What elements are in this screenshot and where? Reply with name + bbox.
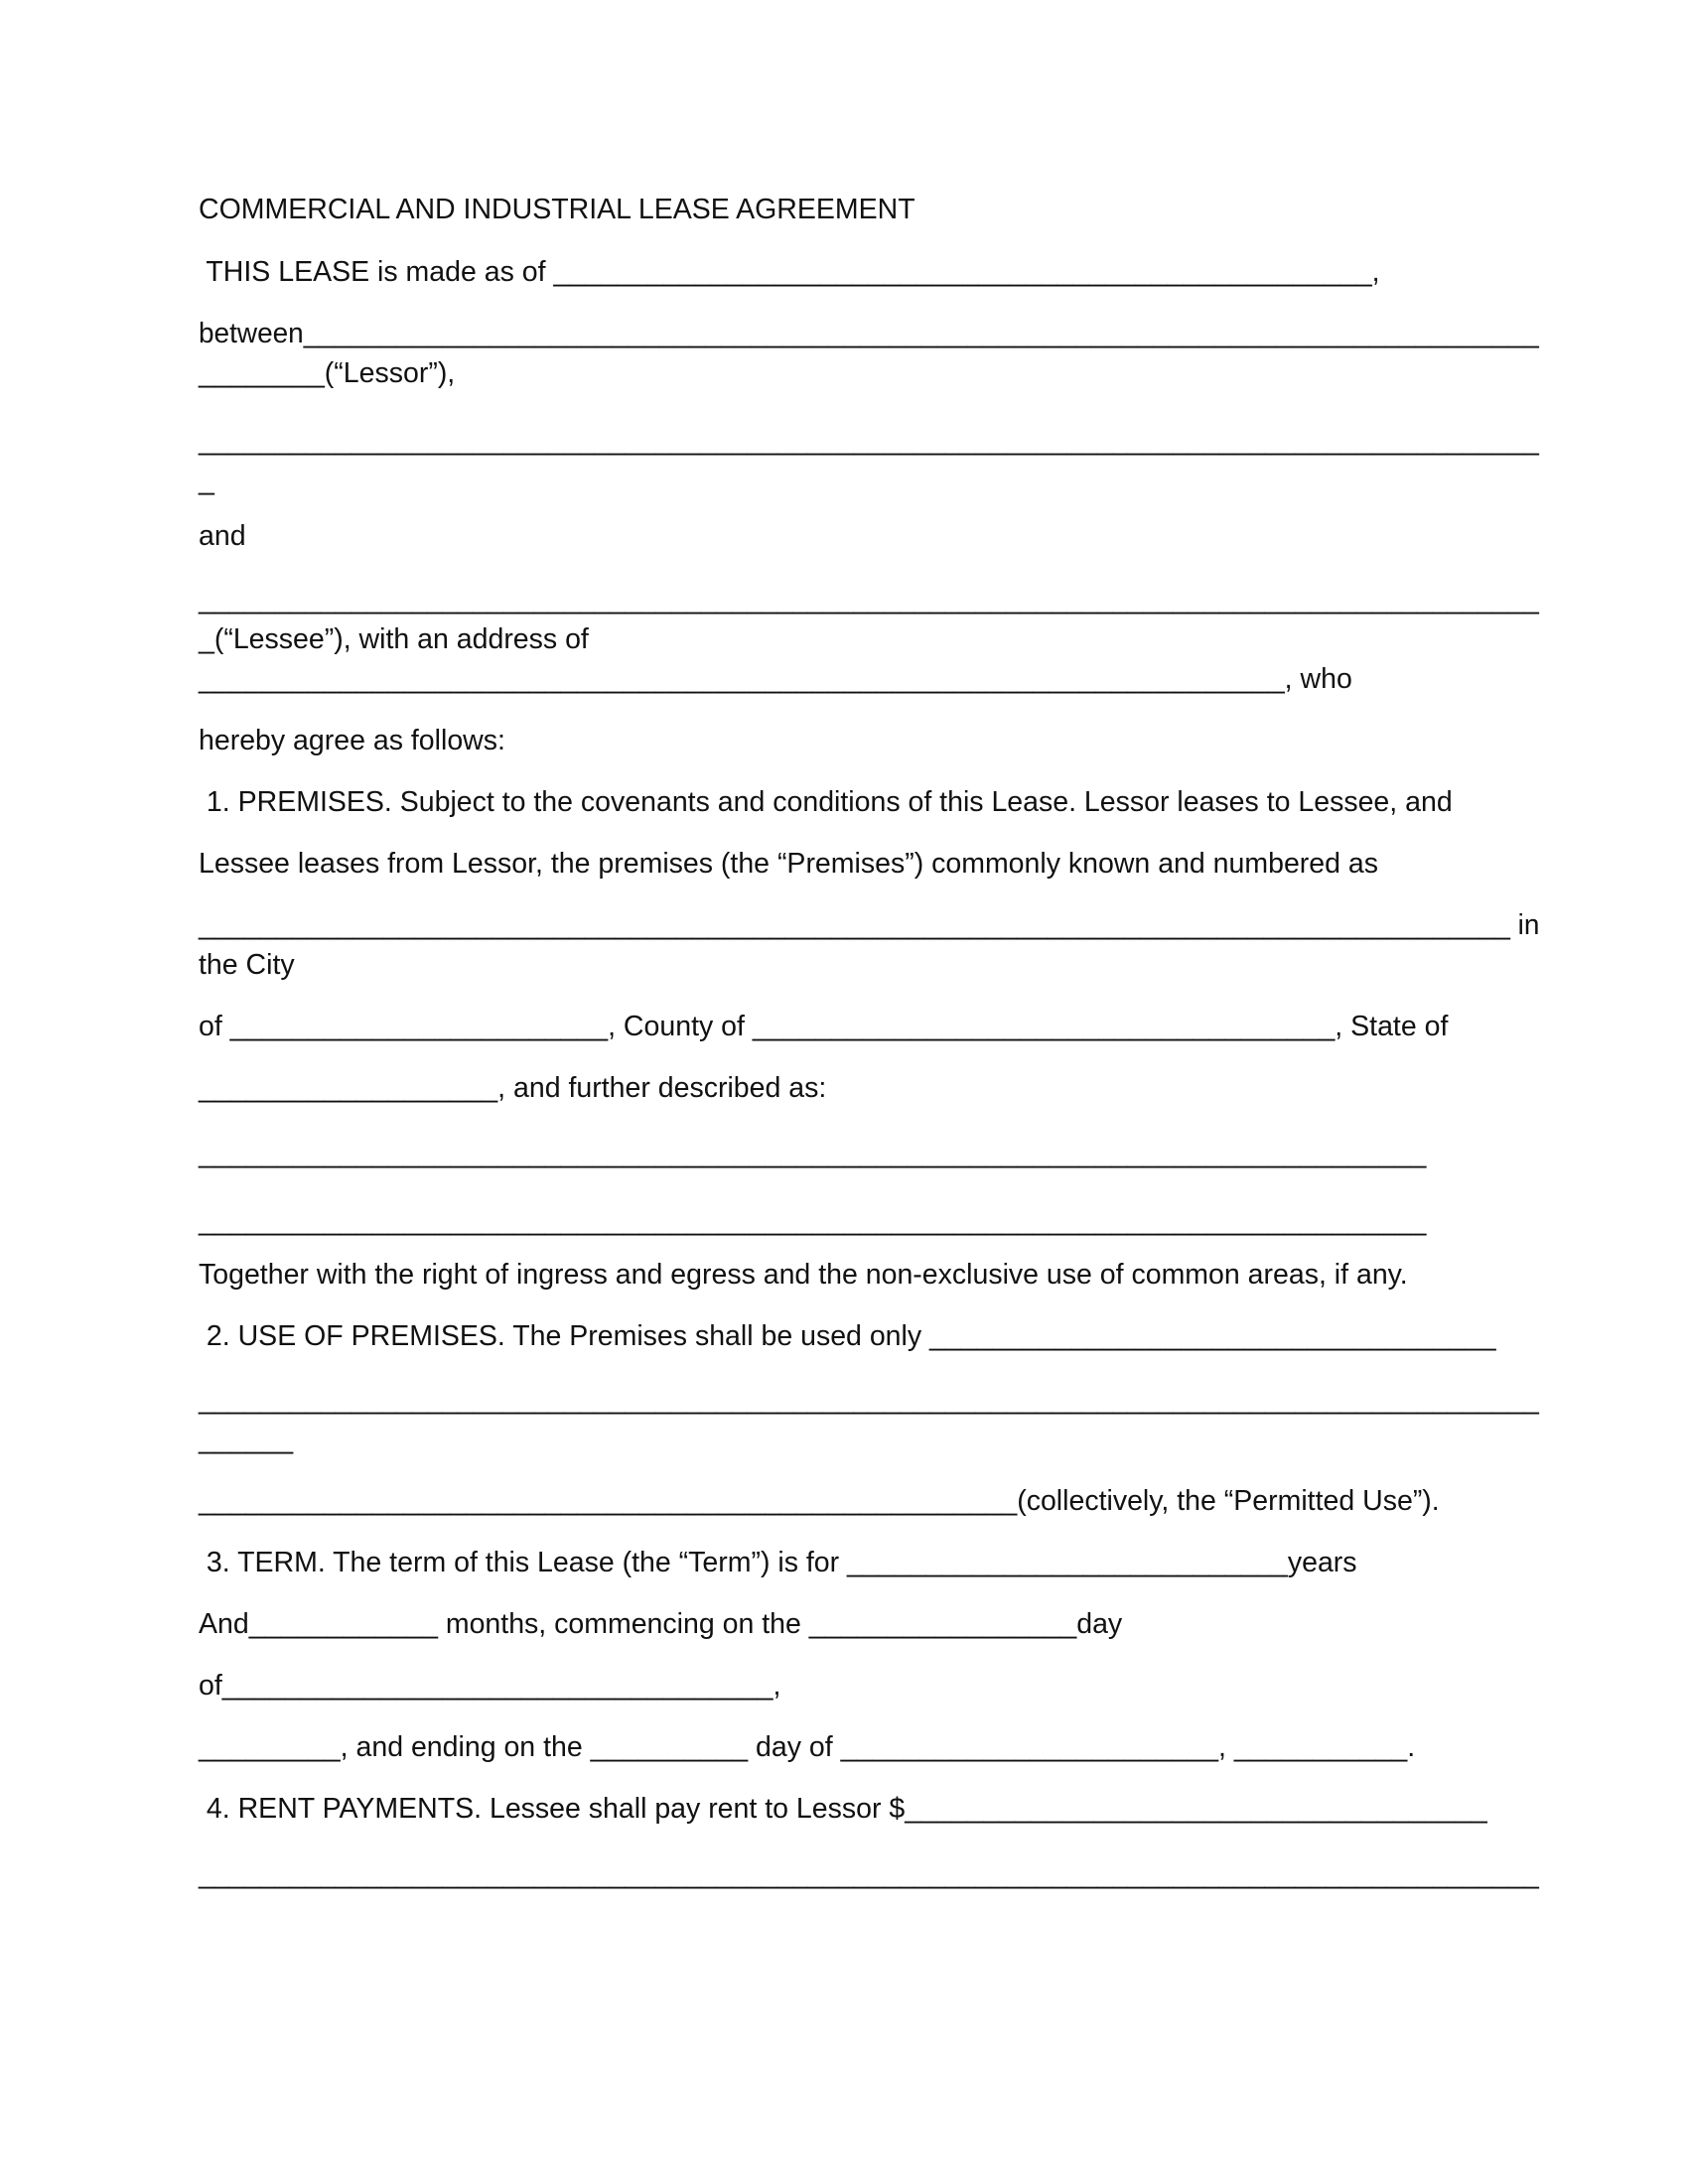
document-title: COMMERCIAL AND INDUSTRIAL LEASE AGREEMENT <box>199 194 915 225</box>
use-blank-continuation: ______ <box>199 1424 294 1455</box>
premises-clause-line-2: Lessee leases from Lessor, the premises (the “Premises”) commonly known and numbered as <box>199 848 1379 880</box>
described-as-line: ___________________, and further described as: <box>199 1072 827 1104</box>
lessee-line: _(“Lessee”), with an address of <box>199 623 589 655</box>
lessor-blank-line: ________________________________________________________________________________________ <box>199 425 1539 457</box>
term-ending-line: _________, and ending on the __________ day of ________________________, ___________. <box>199 1731 1416 1763</box>
lessor-line: ________(“Lessor”), <box>199 357 456 389</box>
agree-line: hereby agree as follows: <box>199 725 505 756</box>
lease-date-line: THIS LEASE is made as of ____________________________________________________, <box>199 256 1380 288</box>
address-line: _____________________________________________________________________, who <box>199 663 1352 695</box>
use-blank-line: ________________________________________________________________________________________ <box>199 1384 1539 1416</box>
and-line: and <box>199 520 246 552</box>
between-line: between________________________________________________________________________________ <box>199 318 1539 349</box>
term-line: 3. TERM. The term of this Lease (the “Term”) is for ____________________________years <box>199 1547 1357 1578</box>
term-commencing-of-line: of___________________________________, <box>199 1670 781 1702</box>
ingress-egress-line: Together with the right of ingress and egress and the non-exclusive use of common areas, if any. <box>199 1259 1408 1291</box>
term-months-line: And____________ months, commencing on the _________________day <box>199 1608 1123 1640</box>
premises-address-line: _____________________________________________________________________________________ in <box>199 909 1540 941</box>
city-county-state-line: of ________________________, County of _____________________________________, State of <box>199 1011 1449 1042</box>
rent-payments-line: 4. RENT PAYMENTS. Lessee shall pay rent to Lessor $_____________________________________ <box>199 1793 1487 1825</box>
permitted-use-line: ____________________________________________________(collectively, the “Permitted Use”). <box>199 1485 1440 1517</box>
use-of-premises-line: 2. USE OF PREMISES. The Premises shall be used only ____________________________________ <box>199 1320 1496 1352</box>
city-label-line: the City <box>199 949 295 981</box>
description-blank-line-2: ______________________________________________________________________________ <box>199 1205 1427 1237</box>
rent-blank-line: ________________________________________________________________________________________ <box>199 1858 1539 1890</box>
description-blank-line-1: ______________________________________________________________________________ <box>199 1138 1427 1169</box>
lessor-blank-continuation: _ <box>199 465 214 496</box>
lessee-blank-line: ________________________________________________________________________________________ <box>199 584 1539 615</box>
premises-clause-line-1: 1. PREMISES. Subject to the covenants and conditions of this Lease. Lessor leases to Lessee, and <box>199 786 1453 818</box>
